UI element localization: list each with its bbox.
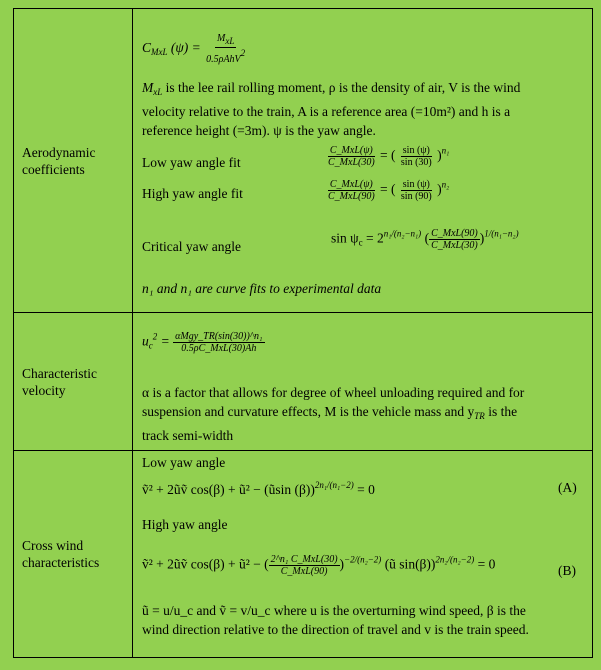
high-yaw-formula: $\frac{\text{C\_MxL(ψ)}}{\text{C\_MxL(90)}}$ = ( $\frac{\sin (\psi)}{\sin (90)}$ )$^{n_2}$: [328, 179, 450, 202]
crosswind-label-cell: [14, 451, 133, 658]
low-yaw-label: Low yaw angle fit: [142, 155, 241, 170]
aero-content-cell: [133, 9, 593, 313]
crosswind-content-cell: [133, 451, 593, 658]
charvel-label-cell: [14, 313, 133, 451]
critical-yaw-formula: $\sin \psi_c = 2^{n_1/(n_2-n_1)}$ ( $\frac{\text{C\_MxL(90)}}{\text{C\_MxL(30)}}$ )$^{1/(n_1-n_2)}$: [331, 228, 519, 251]
curve-fit-note: n₁ and n₁ are curve fits to experimental data: [142, 281, 382, 296]
critical-yaw-label: Critical yaw angle: [142, 239, 241, 254]
formula-table: [13, 8, 593, 658]
aero-label-cell: [14, 9, 133, 313]
charvel-description: α is a factor that allows for degree of wheel unloading required and for suspension and curvature effects, M is the vehicle mass and $y_{TR}$ is the track semi-width: [142, 385, 525, 443]
equation-b-tag: (B): [558, 563, 576, 578]
crosswind-description: ũ = u/u_c and ṽ = v/u_c where u is the overturning wind speed, β is the wind direction relative to the direction of travel and v is the train speed.: [142, 603, 529, 637]
low-yaw-heading: Low yaw angle: [142, 455, 226, 470]
equation-a-tag: (A): [558, 480, 577, 495]
aero-label: Aerodynamic coefficients: [22, 144, 96, 177]
charvel-formula: $u_c^2$ = $\frac{\text{αMgy\_TR(sin(30))\textasciicircum{}n₁}}{\text{0.5ρC\_MxL(30)Ah}}$: [142, 331, 263, 354]
equation-a: ṽ² + 2ũṽ cos(β) + ũ² − (ũsin (β))$^{2n_1/(n_1-2)}$ = 0: [142, 480, 375, 497]
high-yaw-label: High yaw angle fit: [142, 186, 243, 201]
equation-b: ṽ² + 2ũṽ cos(β) + ũ² − ( $\frac{\text{2\textasciicircum{}n₁ C\_MxL(30)}}{\text{C\_MxL(90)}}$ )$^{-2/(n_2-2)}$ (ũ sin(β))$^{2n_2/(n_2-2)}$ = 0: [142, 554, 496, 577]
charvel-label: Characteristic velocity: [22, 365, 97, 398]
aero-definition-formula: $C_{MxL}$ (ψ) = $\frac{\text{MxL}}{\text{0.5ρAhV2}}$: [142, 33, 246, 65]
low-yaw-formula: $\frac{\text{C\_MxL(ψ)}}{\text{C\_MxL(30)}}$ = ( $\frac{\sin (\psi)}{\sin (30)}$ )$^{n_1}$: [328, 145, 450, 168]
aero-description: $M_{xL}$ is the lee rail rolling moment, ρ is the density of air, V is the wind velocity relative to the train, A is a reference area (=10m²) and h is a reference height (=3m). ψ is the yaw angle.: [142, 80, 521, 138]
charvel-content-cell: [133, 313, 593, 451]
high-yaw-heading: High yaw angle: [142, 517, 228, 532]
crosswind-label: Cross wind characteristics: [22, 538, 100, 570]
